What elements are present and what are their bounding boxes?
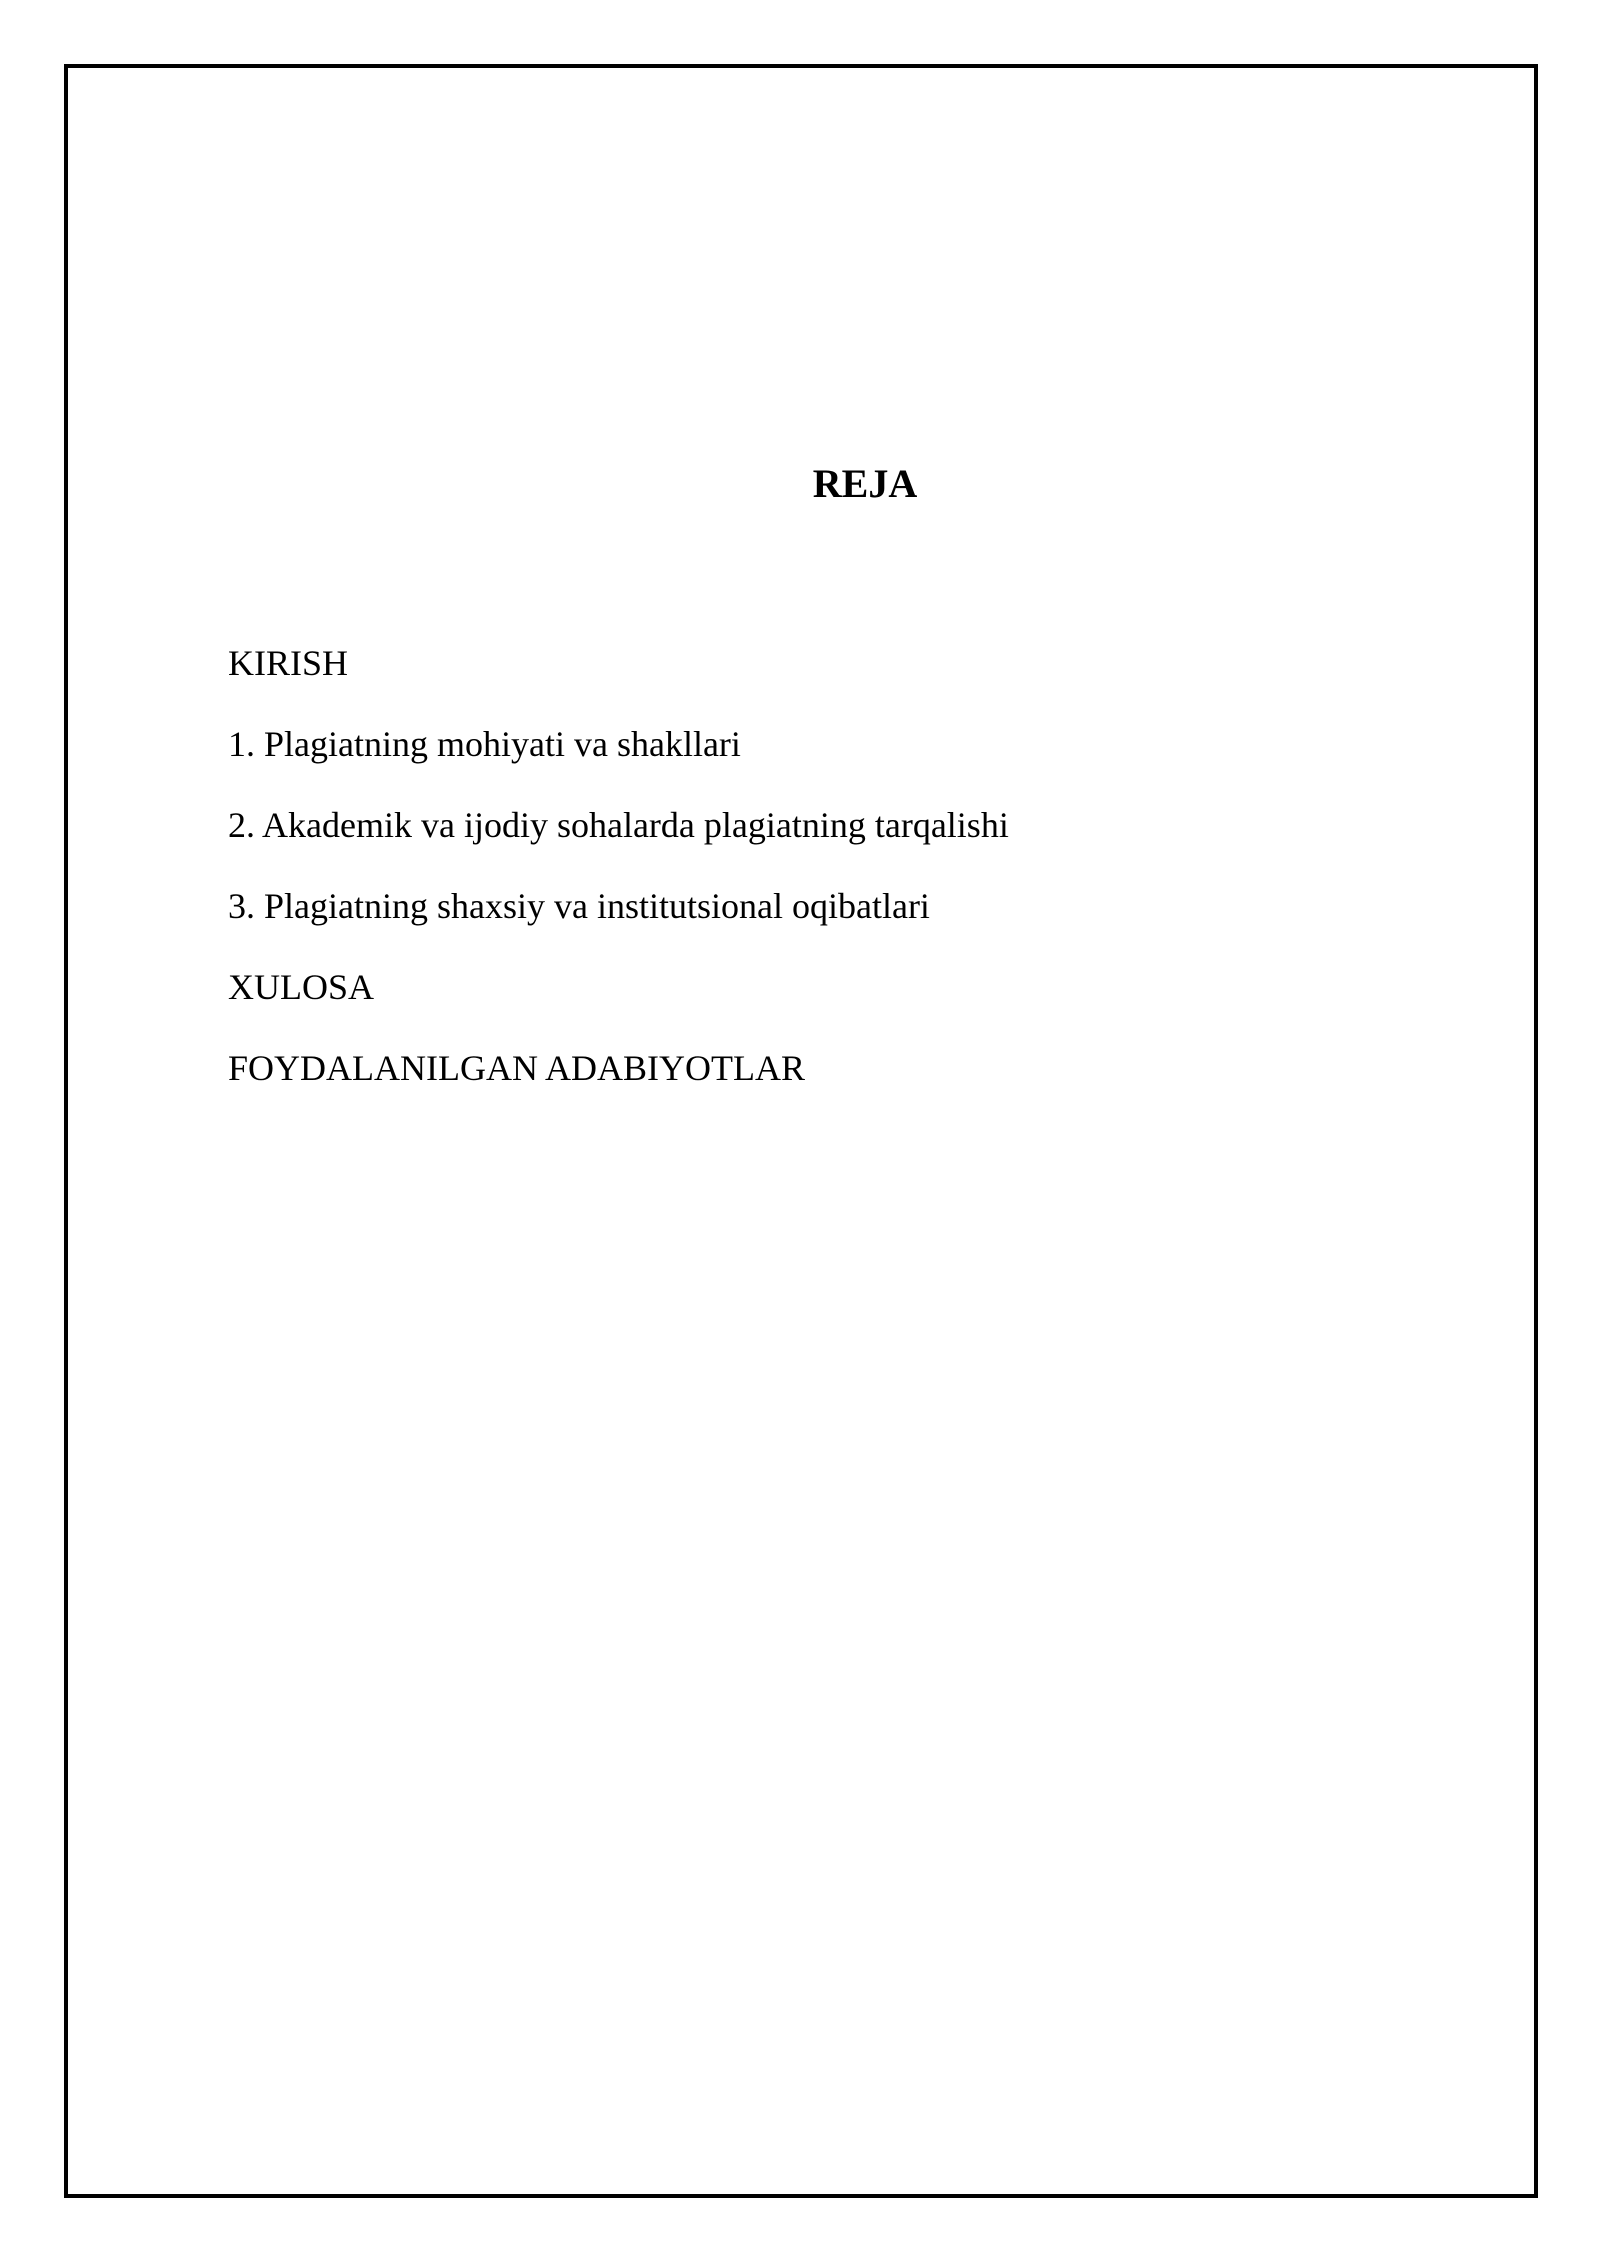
plan-item-1: 1. Plagiatning mohiyati va shakllari (228, 724, 741, 764)
page-border (64, 64, 1538, 2198)
plan-item-references: FOYDALANILGAN ADABIYOTLAR (228, 1048, 805, 1088)
plan-item-3: 3. Plagiatning shaxsiy va institutsional oqibatlari (228, 886, 930, 926)
page-title: REJA (812, 461, 918, 506)
plan-item-2: 2. Akademik va ijodiy sohalarda plagiatning tarqalishi (228, 805, 1009, 845)
plan-list (228, 642, 1009, 1128)
plan-item-introduction: KIRISH (228, 643, 349, 683)
plan-item-conclusion: XULOSA (228, 967, 375, 1007)
